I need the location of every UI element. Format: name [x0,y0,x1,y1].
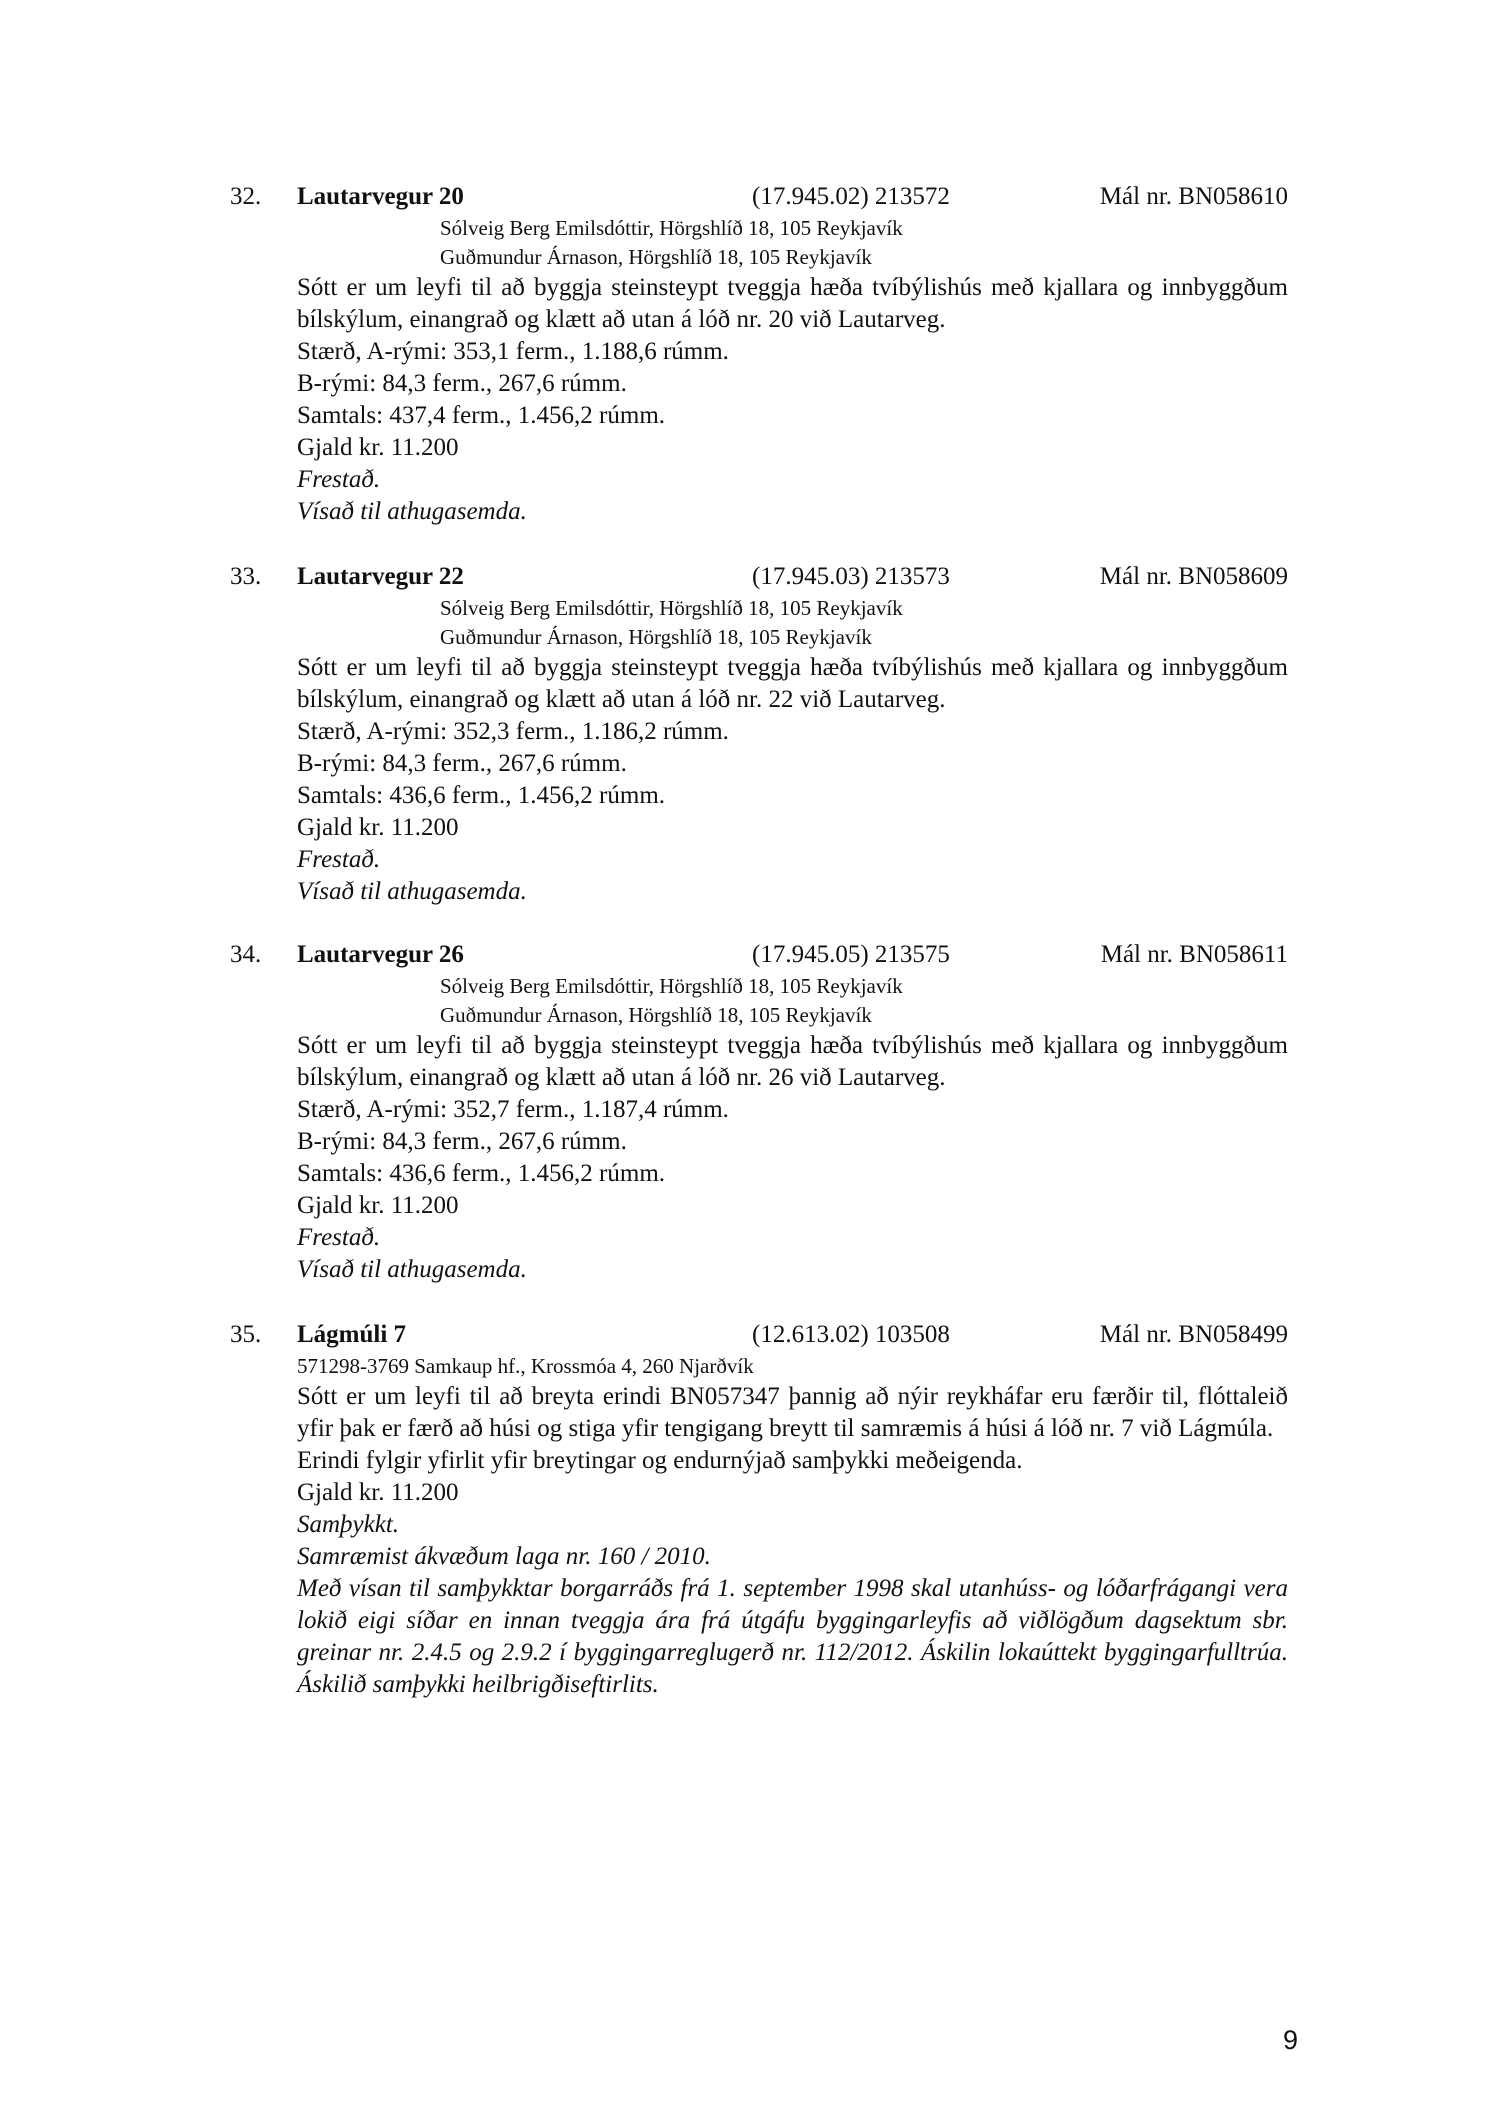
entry-header [230,180,1288,214]
decision: Samþykkt. [297,1511,400,1538]
entry-body [297,1381,1288,1701]
entry-header [230,1318,1288,1352]
entry-header [230,938,1288,972]
page-number: 9 [1282,2025,1298,2055]
case-entry [230,938,1288,1286]
land-code: (17.945.02) 213572 [752,183,950,210]
size-total: Samtals: 437,4 ferm., 1.456,2 rúmm. [297,402,666,429]
land-code: (17.945.05) 213575 [752,941,950,968]
applicant: 571298-3769 Samkaup hf., Krossmóa 4, 260 Njarðvík [297,1354,754,1378]
applicants [440,214,1288,272]
size-b: B-rými: 84,3 ferm., 267,6 rúmm. [297,750,627,777]
extra-info: Erindi fylgir yfirlit yfir breytingar og endurnýjað samþykki meðeigenda. [297,1447,1023,1474]
decision: Frestað. [297,1224,381,1251]
land-code: (17.945.03) 213573 [752,563,950,590]
size-total: Samtals: 436,6 ferm., 1.456,2 rúmm. [297,782,666,809]
description: Sótt er um leyfi til að byggja steinsteypt tveggja hæða tvíbýlishús með kjallara og innbyggðum bílskýlum, einangrað og klætt að utan á lóð nr. 26 við Lautarveg. [297,1032,1288,1091]
entry-number: 34. [230,941,262,968]
case-number: Mál nr. BN058610 [1099,183,1288,210]
entry-title: Lautarvegur 20 [297,183,464,210]
conditions-note: Með vísan til samþykktar borgarráðs frá 1. september 1998 skal utanhúss- og lóðarfrágangi vera lokið eigi síðar en innan tveggja ára frá útgáfu byggingarleyfis að viðlögðum dagsektum sbr. greinar nr. 2.4.5 og 2.9.2 í byggingarreglugerð nr. 112/2012. Áskilin lokaúttekt byggingarfulltrúa. Áskilið samþykki heilbrigðiseftirlits. [297,1575,1288,1698]
description: Sótt er um leyfi til að byggja steinsteypt tveggja hæða tvíbýlishús með kjallara og innbyggðum bílskýlum, einangrað og klætt að utan á lóð nr. 20 við Lautarveg. [297,274,1288,333]
applicant: Guðmundur Árnason, Hörgshlíð 18, 105 Reykjavík [440,1003,872,1027]
law-reference: Samræmist ákvæðum laga nr. 160 / 2010. [297,1543,711,1570]
size-total: Samtals: 436,6 ferm., 1.456,2 rúmm. [297,1160,666,1187]
entry-body [297,272,1288,528]
remark: Vísað til athugasemda. [297,1256,527,1283]
entry-number: 32. [230,183,262,210]
case-entry [230,1318,1288,1701]
fee: Gjald kr. 11.200 [297,814,459,841]
size-b: B-rými: 84,3 ferm., 267,6 rúmm. [297,1128,627,1155]
land-code: (12.613.02) 103508 [752,1321,950,1348]
size-a: Stærð, A-rými: 352,7 ferm., 1.187,4 rúmm. [297,1096,729,1123]
case-entry [230,560,1288,908]
entry-body [297,1030,1288,1286]
decision: Frestað. [297,846,381,873]
decision: Frestað. [297,466,381,493]
entry-body [297,652,1288,908]
applicant: Guðmundur Árnason, Hörgshlíð 18, 105 Reykjavík [440,625,872,649]
applicant: Sólveig Berg Emilsdóttir, Hörgshlíð 18, 105 Reykjavík [440,596,903,620]
entry-title: Lautarvegur 22 [297,563,464,590]
case-number: Mál nr. BN058611 [1100,941,1288,968]
case-number: Mál nr. BN058609 [1099,563,1288,590]
fee: Gjald kr. 11.200 [297,1479,459,1506]
description: Sótt er um leyfi til að byggja steinsteypt tveggja hæða tvíbýlishús með kjallara og innbyggðum bílskýlum, einangrað og klætt að utan á lóð nr. 22 við Lautarveg. [297,654,1288,713]
size-a: Stærð, A-rými: 353,1 ferm., 1.188,6 rúmm. [297,338,729,365]
entry-header [230,560,1288,594]
size-b: B-rými: 84,3 ferm., 267,6 rúmm. [297,370,627,397]
applicant: Sólveig Berg Emilsdóttir, Hörgshlíð 18, 105 Reykjavík [440,216,903,240]
applicants [440,972,1288,1030]
remark: Vísað til athugasemda. [297,498,527,525]
applicants [440,594,1288,652]
applicant: Guðmundur Árnason, Hörgshlíð 18, 105 Reykjavík [440,245,872,269]
fee: Gjald kr. 11.200 [297,434,459,461]
entry-title: Lautarvegur 26 [297,941,464,968]
applicant: Sólveig Berg Emilsdóttir, Hörgshlíð 18, 105 Reykjavík [440,974,903,998]
entry-number: 35. [230,1321,262,1348]
applicants [297,1352,1288,1381]
description: Sótt er um leyfi til að breyta erindi BN057347 þannig að nýir reykháfar eru færðir til, flóttaleið yfir þak er færð að húsi og stiga yfir tengigang breytt til samræmis á húsi á lóð nr. 7 við Lágmúla. [297,1383,1288,1442]
case-entry [230,180,1288,528]
case-number: Mál nr. BN058499 [1099,1321,1288,1348]
entry-number: 33. [230,563,262,590]
entry-title: Lágmúli 7 [297,1321,407,1348]
fee: Gjald kr. 11.200 [297,1192,459,1219]
size-a: Stærð, A-rými: 352,3 ferm., 1.186,2 rúmm. [297,718,729,745]
remark: Vísað til athugasemda. [297,878,527,905]
